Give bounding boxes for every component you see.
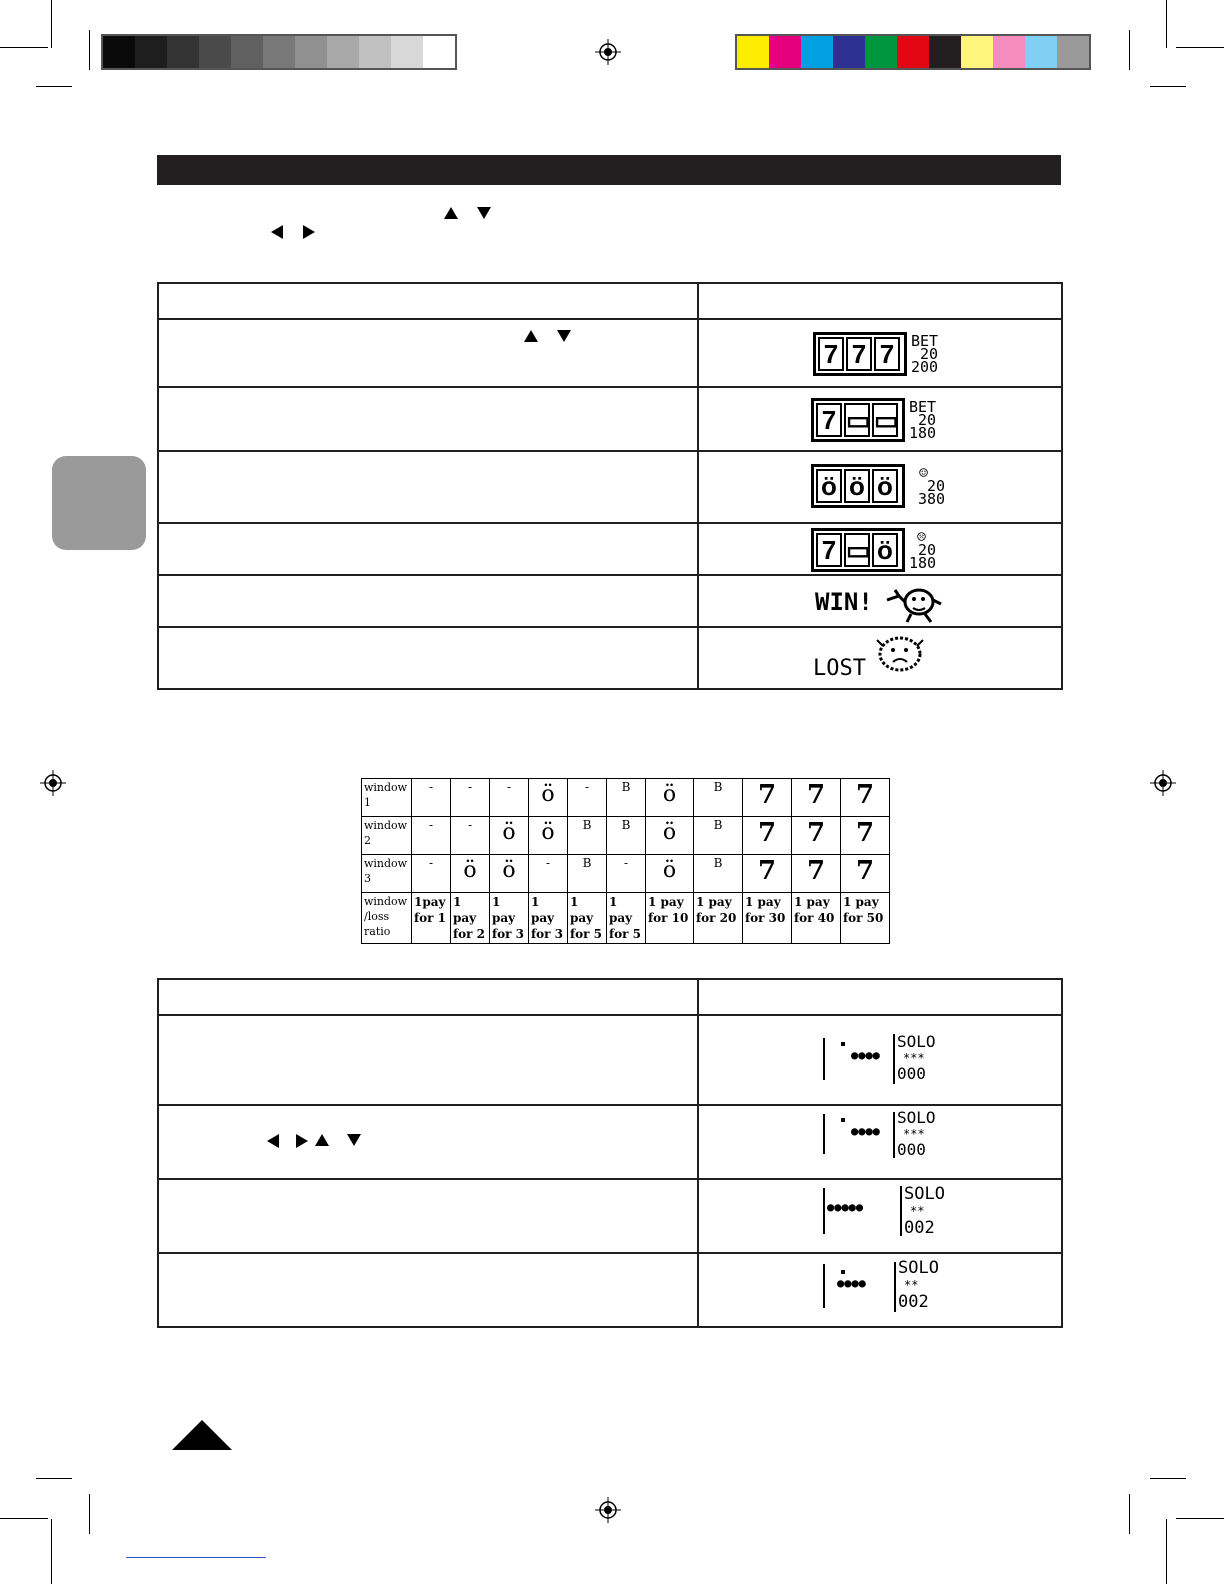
pay-row-label: window /loss ratio [362,893,412,944]
reel-symbol-cell: 7 [841,779,890,817]
lcd-display-cell [698,523,1062,575]
win-text: WIN! [815,588,873,616]
color-swatch [833,36,865,68]
reel-frame [811,398,905,442]
color-swatch [929,36,961,68]
solo-readout [897,1110,936,1158]
crop-mark [1150,86,1186,87]
dot-marker [841,1042,845,1046]
credit-amount: 200 [911,357,939,376]
reel-symbol-cell: ö [529,779,568,817]
instruction-cell [158,319,698,387]
lcd-divider [823,1188,825,1234]
solo-label: SOLO [904,1184,945,1204]
reel-symbol-cell: 7 [841,817,890,855]
lcd-display-cell [698,319,1062,387]
bet-label: BET [909,397,937,416]
pay-row-label: window 1 [362,779,412,817]
registration-mark-icon [40,770,66,796]
solo-readout [897,1034,936,1082]
color-swatch [865,36,897,68]
slot-instruction-table [157,282,1063,690]
solo-count: 002 [904,1218,935,1238]
bet-readout [911,331,939,376]
reel-symbol: ▭ [874,405,899,435]
reel-symbol-cell: B [607,779,646,817]
reel-symbol: ö [844,469,870,503]
reel-symbol: 7 [874,337,900,371]
reel-symbol-cell: ö [646,855,694,893]
color-swatch [359,36,391,68]
lcd-display-cell [698,451,1062,523]
running-character-icon [885,582,945,624]
reel-symbol-cell: B [568,817,607,855]
reel-symbol-cell: ö [490,817,529,855]
pay-ratio-cell: 1 pay for 40 [792,893,841,944]
registration-mark-icon [595,1497,621,1523]
reel-symbol-cell: 7 [743,855,792,893]
pay-table-row [362,855,890,893]
registration-mark-icon [595,39,621,65]
reel-frame [811,528,905,572]
table-header-cell [698,979,1062,1015]
color-swatch [103,36,135,68]
solo-readout [904,1186,945,1237]
pay-table-row [362,893,890,944]
reel-symbol: 7 [846,337,872,371]
left-arrow-icon [271,225,283,239]
reel-frame [813,332,907,376]
color-swatch [199,36,231,68]
crop-mark [1166,0,1167,48]
color-calibration-bar [735,34,1091,70]
up-arrow-icon [444,207,458,219]
crop-mark [1176,47,1224,48]
reel-symbol: 7 [816,533,842,567]
up-arrow-icon [315,1134,329,1146]
instruction-cell [158,575,698,627]
reel-symbol-cell: 7 [841,855,890,893]
reel-symbol-cell: - [412,855,451,893]
crop-mark [1176,1518,1224,1519]
solo-stars: ** [904,1278,919,1292]
lcd-divider [894,1262,896,1312]
color-swatch [993,36,1025,68]
solo-count: 000 [897,1140,926,1159]
pay-ratio-cell: 1 pay for 3 [490,893,529,944]
reel-symbol-cell: ö [529,817,568,855]
table-header-cell [158,283,698,319]
sad-face-icon: ☹ [917,527,927,546]
reel-symbol-cell: B [607,817,646,855]
color-swatch [1057,36,1089,68]
down-arrow-icon [347,1134,361,1146]
pay-ratio-cell: 1 pay for 30 [743,893,792,944]
table-header-cell [158,979,698,1015]
crop-mark [89,30,90,70]
color-swatch [135,36,167,68]
page-marker-triangle [172,1420,232,1450]
lcd-divider [823,1264,825,1308]
grayscale-calibration-bar [101,34,457,70]
crop-mark [36,86,72,87]
solo-label: SOLO [897,1108,936,1127]
slot-machine-display [811,398,936,442]
pay-ratio-cell: 1 pay for 3 [529,893,568,944]
reel-symbol-cell: 7 [792,855,841,893]
reel-symbol-cell: - [451,779,490,817]
reel-symbol: ▭ [846,535,871,565]
pay-ratio-cell: 1 pay for 10 [646,893,694,944]
pay-ratio-cell: 1 pay for 5 [607,893,646,944]
pay-table-row [362,779,890,817]
color-swatch [295,36,327,68]
color-swatch [961,36,993,68]
crop-mark [0,1518,48,1519]
color-swatch [167,36,199,68]
pay-ratio-cell: 1 pay for 20 [694,893,743,944]
lcd-display-cell [698,387,1062,451]
instruction-cell [158,1179,698,1253]
reel-symbol: 7 [816,403,842,437]
reel-symbol-cell: - [529,855,568,893]
left-arrow-icon [267,1134,279,1148]
reel-symbol-cell: 7 [743,779,792,817]
bet-readout [909,463,946,508]
reel-symbol-cell: - [412,779,451,817]
solo-stars: ** [910,1204,925,1218]
crop-mark [89,1494,90,1534]
dot-trail: ●●●● [851,1048,880,1062]
reel-symbol-cell: B [694,817,743,855]
reel-symbol-cell: B [694,855,743,893]
slot-machine-display [811,464,945,508]
lcd-display-cell [698,1105,1062,1179]
dot-trail: ●●●● [851,1124,880,1138]
credit-amount: 180 [909,553,937,572]
right-arrow-icon [296,1134,308,1148]
dot-marker [841,1118,845,1122]
color-swatch [327,36,359,68]
pay-table-row [362,817,890,855]
registration-mark-icon [1150,770,1176,796]
crop-mark [1166,1519,1167,1584]
pay-ratio-cell: 1pay for 1 [412,893,451,944]
slot-machine-display [813,332,938,376]
down-arrow-icon [557,330,571,342]
table-header-cell [698,283,1062,319]
dot-marker [841,1270,845,1274]
lcd-divider [823,1114,825,1154]
crop-mark [36,1478,72,1479]
pay-ratio-cell: 1 pay for 5 [568,893,607,944]
bet-amount: 20 [918,540,937,559]
pay-ratio-table [361,778,890,944]
color-swatch [423,36,455,68]
instruction-cell [158,627,698,689]
instruction-cell [158,1105,698,1179]
lost-text: LOST [813,656,866,681]
solo-label: SOLO [897,1032,936,1051]
section-header-bar [157,155,1061,185]
crop-mark [1129,30,1130,70]
lcd-display-cell [698,1179,1062,1253]
reel-symbol-cell: ö [451,855,490,893]
reel-symbol-cell: - [568,779,607,817]
reel-symbol-cell: - [412,817,451,855]
reel-symbol-cell: - [490,779,529,817]
color-swatch [391,36,423,68]
dot-trail: ●●●● [837,1276,866,1290]
down-arrow-icon [477,207,491,219]
reel-symbol-cell: 7 [792,779,841,817]
pay-ratio-cell: 1 pay for 50 [841,893,890,944]
color-swatch [737,36,769,68]
crop-mark [1150,1478,1186,1479]
lcd-divider [893,1112,895,1158]
reel-frame [811,464,905,508]
color-swatch [897,36,929,68]
color-swatch [263,36,295,68]
pay-row-label: window 2 [362,817,412,855]
solo-instruction-table [157,978,1063,1328]
bet-readout [909,527,937,572]
reel-symbol-cell: 7 [792,817,841,855]
color-swatch [231,36,263,68]
lcd-display-cell [698,575,1062,627]
credit-amount: 180 [909,423,937,442]
bet-amount: 20 [920,344,939,363]
solo-stars: *** [903,1127,925,1141]
crying-character-icon [871,632,929,674]
reel-symbol-cell: ö [646,779,694,817]
pay-ratio-cell: 1 pay for 2 [451,893,490,944]
color-swatch [1025,36,1057,68]
lcd-divider [893,1034,895,1084]
bet-amount: 20 [918,410,937,429]
color-swatch [769,36,801,68]
reel-symbol-cell: - [451,817,490,855]
crop-mark [51,0,52,48]
up-arrow-icon [524,330,538,342]
right-arrow-icon [303,225,315,239]
dot-trail: ●●●●● [827,1200,864,1214]
reel-symbol: ö [816,469,842,503]
lcd-display-cell [698,1015,1062,1105]
solo-label: SOLO [898,1258,939,1278]
instruction-cell [158,387,698,451]
crop-mark [1129,1494,1130,1534]
lcd-divider [823,1038,825,1080]
instruction-cell [158,451,698,523]
reel-symbol-cell: B [568,855,607,893]
reel-symbol-cell: ö [490,855,529,893]
reel-symbol-cell: 7 [743,817,792,855]
happy-face-icon: ☺ [919,463,929,482]
reel-symbol: ▭ [846,405,871,435]
crop-mark [51,1519,52,1584]
solo-stars: *** [903,1051,925,1065]
bet-readout [909,397,937,442]
reel-symbol: ö [872,533,898,567]
bet-label: BET [911,331,939,350]
lcd-display-cell [698,627,1062,689]
credit-amount: 380 [918,489,946,508]
solo-readout [898,1260,939,1311]
solo-count: 000 [897,1064,926,1083]
instruction-cell [158,1015,698,1105]
bet-amount: 20 [927,476,946,495]
footer-line [126,1557,266,1558]
section-side-tab [52,456,146,550]
reel-symbol-cell: - [607,855,646,893]
color-swatch [801,36,833,68]
reel-symbol: ö [872,469,898,503]
reel-symbol-cell: ö [646,817,694,855]
reel-symbol-cell: B [694,779,743,817]
crop-mark [0,47,48,48]
reel-symbol: 7 [818,337,844,371]
instruction-cell [158,523,698,575]
lcd-display-cell [698,1253,1062,1327]
slot-machine-display [811,528,936,572]
instruction-cell [158,1253,698,1327]
lcd-divider [900,1186,902,1236]
solo-count: 002 [898,1292,929,1312]
pay-row-label: window 3 [362,855,412,893]
